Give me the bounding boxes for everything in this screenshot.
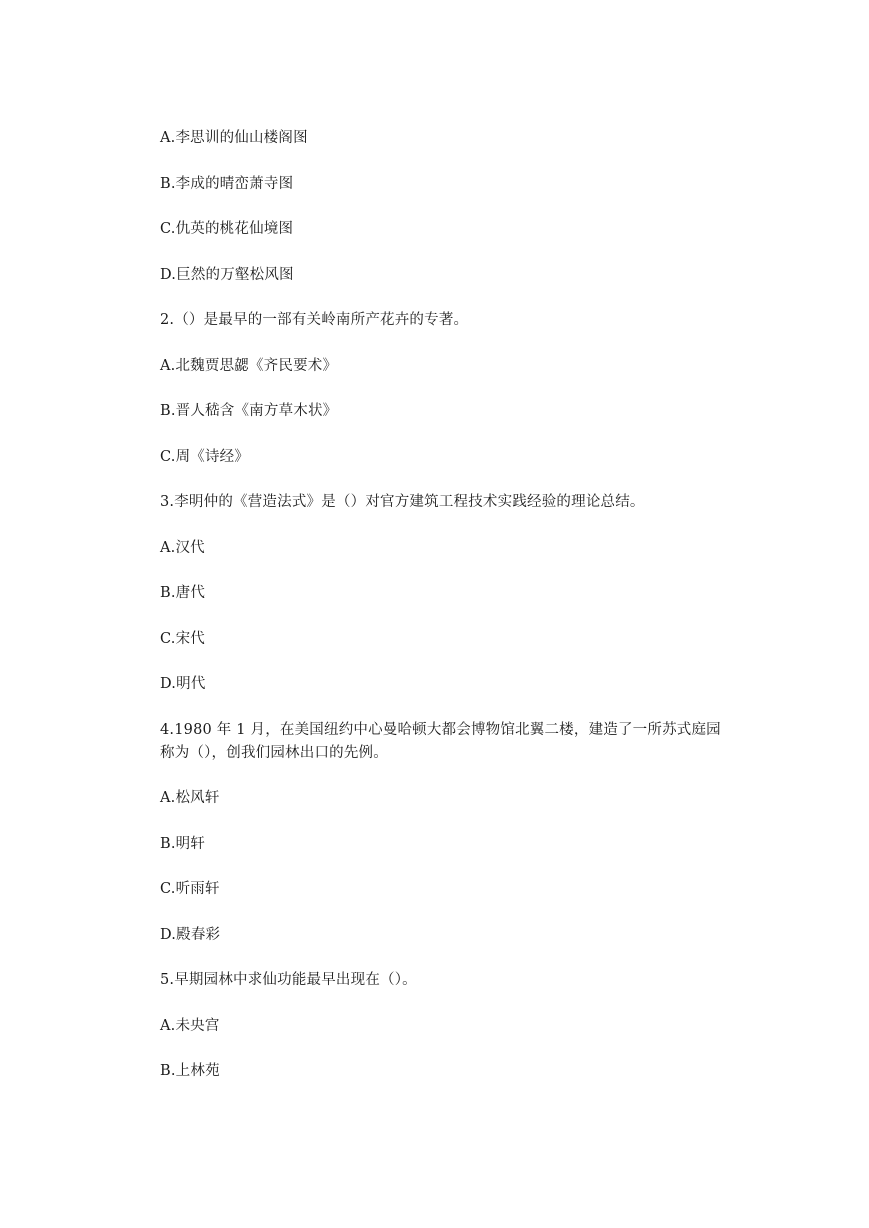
option-text: C.周《诗经》 bbox=[160, 449, 250, 465]
option-text: D.明代 bbox=[160, 676, 206, 692]
option-text: D.殿春彩 bbox=[160, 927, 221, 943]
option-text: A.北魏贾思勰《齐民要术》 bbox=[160, 358, 338, 374]
option-text: C.听雨轩 bbox=[160, 881, 220, 897]
question-text: 5.早期园林中求仙功能最早出现在（）。 bbox=[160, 972, 417, 988]
option-text: D.巨然的万壑松风图 bbox=[160, 267, 294, 283]
option-text: B.晋人嵇含《南方草木状》 bbox=[160, 403, 338, 419]
option-text: B.唐代 bbox=[160, 585, 206, 601]
option-text: A.李思训的仙山楼阁图 bbox=[160, 130, 308, 146]
option-text: A.未央宫 bbox=[160, 1018, 220, 1034]
option-text: B.上林苑 bbox=[160, 1063, 220, 1079]
option-text: C.宋代 bbox=[160, 631, 205, 647]
question-text-continued: 称为（），创我们园林出口的先例。 bbox=[160, 745, 388, 761]
option-text: B.明轩 bbox=[160, 836, 206, 852]
option-text: B.李成的晴峦萧寺图 bbox=[160, 176, 294, 192]
question-text: 3.李明仲的《营造法式》是（）对官方建筑工程技术实践经验的理论总结。 bbox=[160, 494, 645, 510]
option-text: A.汉代 bbox=[160, 540, 205, 556]
question-text: 2.（）是最早的一部有关岭南所产花卉的专著。 bbox=[160, 312, 469, 328]
option-text: A.松风轩 bbox=[160, 790, 220, 806]
question-text: 4.1980 年 1 月，在美国纽约中心曼哈顿大都会博物馆北翼二楼，建造了一所苏式庭园 bbox=[160, 722, 721, 738]
option-text: C.仇英的桃花仙境图 bbox=[160, 221, 294, 237]
